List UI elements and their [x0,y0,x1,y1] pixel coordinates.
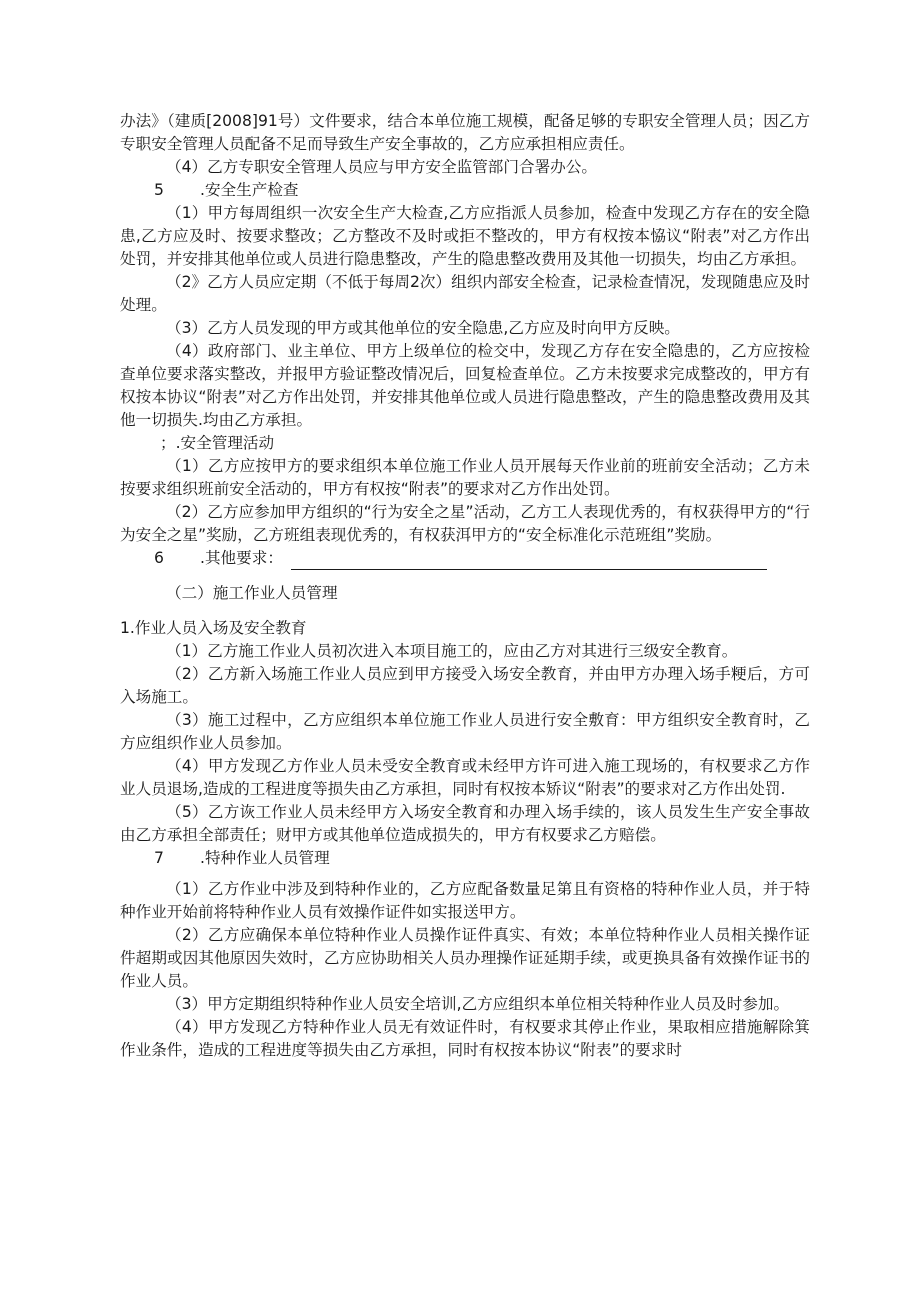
section-number: 7 [154,849,164,867]
paragraph: （2）乙方新入场施工作业人员应到甲方接受入场安全教育，并由甲方办理入场手粳后，方可入场施工。 [120,665,810,706]
document-page [120,110,810,1062]
paragraph: （4）乙方专职安全管理人员应与甲方安全监管部门合署办公。 [166,158,597,176]
paragraph: （2）乙方应参加甲方组织的“行为安全之星”活动，乙方工人表现优秀的，有权获得甲方的“行为安全之星”奖励，乙方班组表现优秀的，有权获洱甲方的“安全标准化示范班组”奖励。 [120,503,810,544]
section-title: .特种作业人员管理 [200,849,330,867]
section-number: 5 [154,181,164,199]
paragraph: （1）乙方施工作业人员初次进入本项目施工的，应由乙方对其进行三级安全教育。 [166,642,738,660]
paragraph: （3）甲方定期组织特种作业人员安全培训,乙方应组织本单位相关特种作业人员及时参加。 [166,995,790,1013]
section-heading-7 [120,847,810,870]
paragraph: （2》乙方人员应定期（不低于每周2次）组织内部安全检查，记录检查情况，发现随患应及时处理。 [120,273,810,314]
paragraph: （3）施工过程中，乙方应组织本单位施工作业人员进行安全敷育：甲方组织安全教育时，乙方应组织作业人员参加。 [120,711,810,752]
paragraph: （4）甲方发现乙方特种作业人员无有效证件时，有权要求其停止作业，果取相应措施解除箕作业条件，造成的工程进度等损失由乙方承担，同时有权按本协议“附表”的要求时 [120,1018,810,1059]
section-heading-entry: 1.作业人员入场及安全教育 [120,619,307,637]
paragraph: （1）乙方应按甲方的要求组织本单位施工作业人员开展每天作业前的班前安全活动；乙方未按要求组织班前安全活动的，甲方有权按“附表”的要求对乙方作出处罚。 [120,457,810,498]
fill-in-blank-line [291,553,767,570]
paragraph: （1）甲方每周组织一次安全生产大检查,乙方应指派人员参加，检查中发现乙方存在的安全隐患,乙方应及时、按要求整改；乙方整改不及时或拒不整改的，甲方有权按本恊议“附表”对乙方作出处罚，并安排其他单位或人员进行隐患整改，产生的隐患整改费用及其他一切损失，均由乙方承担。 [120,204,810,268]
section-heading-5 [120,179,810,202]
paragraph: （4）政府部门、业主单位、甲方上级单位的检交中，发现乙方存在安全隐患的，乙方应按检查单位要求落实整改，并报甲方验证整改情况后，回复检查单位。乙方未按要求完成整改的，甲方有权按本协议“附表”对乙方作出处罚，并安排其他单位或人员进行隐患整改，产生的隐患整改费用及其他一切损失.均由乙方承担。 [120,342,810,429]
chapter-title: （二）施工作业人员管理 [166,584,338,602]
paragraph: （2）乙方应确保本单位特种作业人员操作证件真实、有效；本单位特种作业人员相关操作证件超期或因其他原因失效时，乙方应协助相关人员办理操作证延期手续，或更换具备有效操作证书的作业人员。 [120,926,810,990]
section-heading-activity: ；.安全管理活动 [160,434,275,452]
section-title: .安全生产检查 [200,181,299,199]
section-heading-6 [120,547,810,570]
paragraph: （3）乙方人员发现的甲方或其他单位的安全隐患,乙方应及时向甲方反映。 [166,319,680,337]
paragraph: （1）乙方作业中涉及到特种作业的，乙方应配备数量足第且有资格的特种作业人员，并于特种作业开始前将特种作业人员有效操作证件如实报送甲方。 [120,880,810,921]
paragraph: 办法》（建质[2008]91号）文件要求，结合本单位施工规模，配备足够的专职安全管理人员；因乙方专职安全管理人员配备不足而导致生产安全事故的，乙方应承担相应责任。 [120,112,810,153]
paragraph: （4）甲方发现乙方作业人员未受安全教育或未经甲方许可进入施工现场的，有权要求乙方作业人员退场,造成的工程进度等损失由乙方承担，同时有权按本矫议“附表”的要求对乙方作出处罚. [120,757,810,798]
paragraph: （5）乙方诙工作业人员未经甲方入场安全教育和办理入场手续的，该人员发生生产安全事故由乙方承担全部责任；财甲方或其他单位造成损失的，甲方有权要求乙方赔偿。 [120,803,810,844]
section-title: .其他要求： [200,549,283,567]
section-number: 6 [154,549,164,567]
